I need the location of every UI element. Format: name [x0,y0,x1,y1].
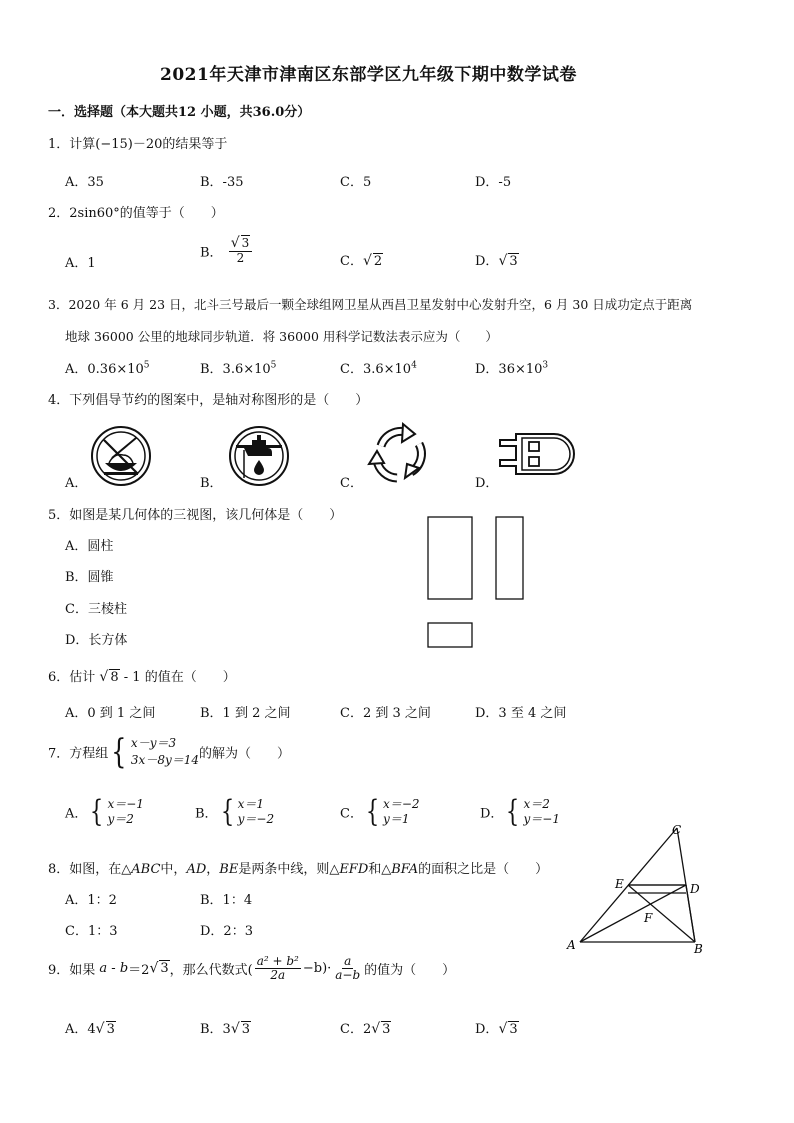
side-view [496,517,523,599]
q1-option-d: D．-5 [475,175,512,190]
question-4-stem: 4．下列倡导节约的图案中，是轴对称图形的是（ ） [48,393,369,408]
q7-option-d: D． { x＝2 y＝−1 [480,794,561,829]
question-7-stem: 7．方程组 { x－y＝3 3x－8y＝14 的解为（ ） [48,732,291,772]
q4-option-a: A． [65,476,88,491]
q5-option-d: D．长方体 [65,633,128,648]
q1-option-c: C．5 [340,175,372,190]
water-saving-icon [228,425,290,487]
section-heading: 一．选择题（本大题共12 小题，共36.0分） [48,105,311,120]
point-label-a: A [567,938,576,952]
q8-option-b: B．1：4 [200,893,253,908]
front-view [428,517,472,599]
power-plug-icon [498,428,580,476]
q6-option-d: D．3 至 4 之间 [475,706,567,721]
q3-option-b: B．$3.6\times 10^5$ [200,360,277,377]
three-views-figure [420,510,540,655]
q2-option-d: D．√ 3 [475,253,518,269]
question-8-stem: 8．如图，在△ABC中，AD，BE是两条中线，则△EFD和△BFA的面积之比是（ ） [48,862,549,877]
q7-equation-system: { x－y＝3 3x－8y＝14 [111,732,200,772]
q6-option-a: A．0 到 1 之间 [65,706,156,721]
food-saving-icon [90,425,152,487]
question-6-stem: 6．估计 √ 8 - 1 的值在（ ） [48,669,236,685]
q7-option-b: B． { x＝1 y＝−2 [195,794,275,829]
q7-option-c: C． { x＝−2 y＝1 [340,794,420,829]
q2-option-b: B． $\frac{√ 3}{2}$ [200,236,254,266]
question-9-stem: 9．如果 a - b＝2√ 3，那么代数式( $\frac{\text{a² + b²}}{2a}$ −b)· $\frac{a}{a-b}$ 的值为（ ） [48,954,456,983]
q8-option-a: A．1：2 [65,893,117,908]
q8-option-d: D．2：3 [200,924,253,939]
q1-option-a: A．35 [65,175,104,190]
question-5-stem: 5．如图是某几何体的三视图，该几何体是（ ） [48,508,343,523]
point-label-f: F [644,911,653,925]
q4-option-b: B． [200,476,223,491]
q9-option-d: D．√ 3 [475,1021,518,1037]
q9-option-b: B．3√ 3 [200,1021,251,1037]
point-label-e: E [615,877,624,891]
page-title: 2021年天津市津南区东部学区九年级下期中数学试卷 [160,65,577,85]
q3-option-c: C．$3.6\times 10^4$ [340,360,417,377]
triangle-figure [560,818,720,958]
q5-option-b: B．圆锥 [65,570,114,585]
point-label-b: B [694,942,703,956]
q5-option-c: C．三棱柱 [65,602,127,617]
top-view [428,623,472,647]
q7-option-a: A． { x＝−1 y＝2 [65,794,144,829]
point-label-d: D [690,882,700,896]
q4-option-c: C． [340,476,363,491]
q2-option-a: A．1 [65,256,96,271]
q9-option-a: A．4√ 3 [65,1021,115,1037]
question-1-stem: 1．计算(−15)－20的结果等于 [48,137,228,152]
q2-b-fraction: $\frac{√ 3}{2}$ [229,236,253,266]
q4-option-d: D． [475,476,499,491]
q6-option-c: C．2 到 3 之间 [340,706,431,721]
recycle-arrows-icon [367,422,433,486]
q8-option-c: C．1：3 [65,924,118,939]
question-3-line1: 3．2020 年 6 月 23 日，北斗三号最后一颗全球组网卫星从西昌卫星发射中心发射升空，6 月 30 日成功定点于距离 [48,297,693,312]
question-2-stem: 2．2sin60°的值等于（ ） [48,206,224,221]
q5-option-a: A．圆柱 [65,539,114,554]
q3-option-a: A．$0.36\times 10^5$ [65,360,150,377]
question-3-line2: 地球 36000 公里的地球同步轨道．将 36000 用科学记数法表示应为（ ） [65,329,498,344]
q1-option-b: B．-35 [200,175,244,190]
point-label-c: C [672,823,682,837]
q3-option-d: D．$36\times 10^3$ [475,360,549,377]
q1-expression: (−15)－20 [95,137,163,152]
q6-option-b: B．1 到 2 之间 [200,706,291,721]
q2-option-c: C．√ 2 [340,253,383,269]
q9-option-c: C．2√ 3 [340,1021,391,1037]
